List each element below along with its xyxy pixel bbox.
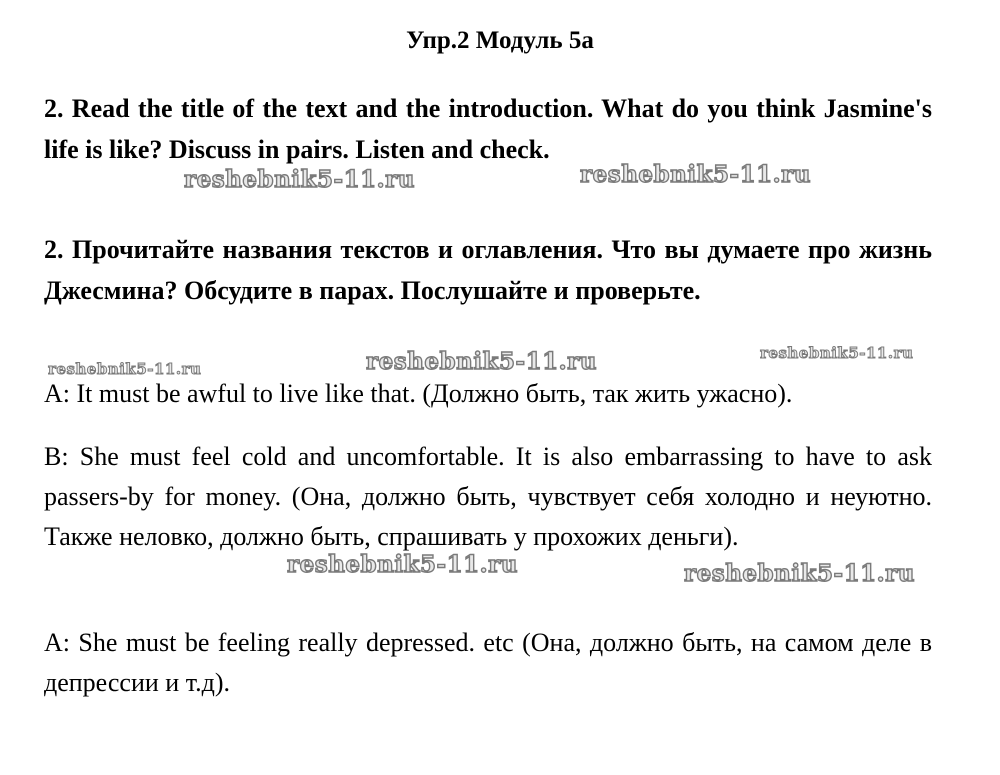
watermark: reshebnik5-11.ru — [184, 166, 415, 193]
dialogue-line-a-first: A: It must be awful to live like that. (Должно быть, так жить ужасно). — [44, 379, 793, 408]
watermark: reshebnik5-11.ru — [366, 348, 597, 375]
watermark: reshebnik5-11.ru — [48, 360, 202, 378]
dialogue-line-b: B: She must feel cold and uncomfortable. It is also embarrassing to have to ask passers-by for money. (Она, должно быть, чувствует себя холодно и неуютно. Также неловко, должно быть, спрашивать у прохожих деньги). — [44, 442, 932, 551]
watermark: reshebnik5-11.ru — [760, 344, 914, 362]
task-instruction-russian: 2. Прочитайте названия текстов и оглавления. Что вы думаете про жизнь Джесмина? Обсудите в парах. Послушайте и проверьте. — [44, 235, 932, 305]
task-instruction-english: 2. Read the title of the text and the introduction. What do you think Jasmine's life is like? Discuss in pairs. Listen and check. — [44, 94, 932, 164]
watermark: reshebnik5-11.ru — [684, 560, 915, 587]
watermark: reshebnik5-11.ru — [287, 551, 518, 578]
dialogue-line-a-second: A: She must be feeling really depressed. etc (Она, должно быть, на самом деле в депрессии и т.д). — [44, 628, 932, 697]
watermark: reshebnik5-11.ru — [580, 161, 811, 188]
page-title: Упр.2 Модуль 5а — [406, 27, 594, 54]
